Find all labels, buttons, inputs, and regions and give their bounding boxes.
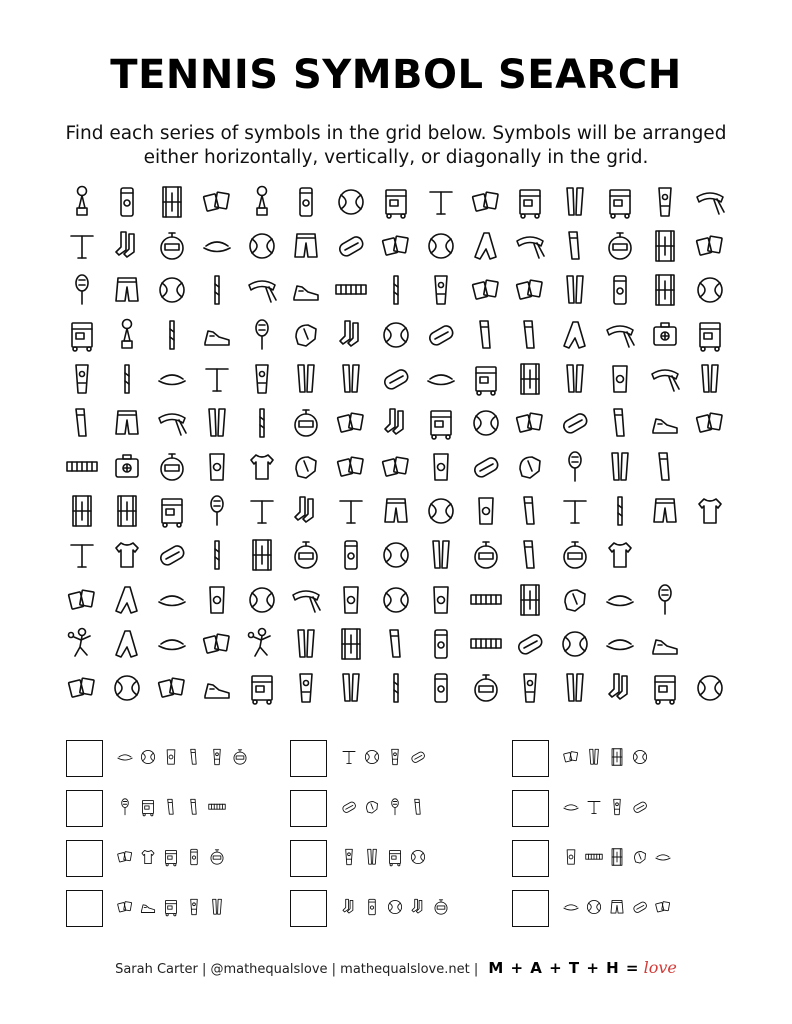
sequence-2 <box>66 790 286 830</box>
grid-cell-stopwatch-icon <box>286 403 326 443</box>
grid-cell-socks-icon <box>286 491 326 531</box>
grid-cell-visor-icon <box>152 624 192 664</box>
bag-icon <box>629 898 652 915</box>
grid-cell-racket-icon <box>645 580 685 620</box>
grid-cell-kit-icon <box>645 315 685 355</box>
grid-cell-bag-icon <box>466 447 506 487</box>
grid-cell-ball-icon <box>331 182 371 222</box>
grid-cell-machine-icon <box>645 668 685 708</box>
grid-cell-machine-icon <box>376 182 416 222</box>
sleeve-icon <box>183 748 206 765</box>
grid-cell-court-icon <box>645 226 685 266</box>
grid-cell-grip-icon <box>376 668 416 708</box>
cards-icon <box>114 848 137 865</box>
grid-cell-stringer-icon <box>555 491 595 531</box>
sequence-11 <box>512 840 732 880</box>
footer <box>0 958 792 977</box>
grid-cell-bag-icon <box>376 359 416 399</box>
grid-cell-cards-icon <box>510 403 550 443</box>
grid-cell-machine-icon <box>600 182 640 222</box>
grid-cell-shorts-icon <box>286 226 326 266</box>
knee-icon <box>160 748 183 765</box>
sequence-symbols <box>114 792 229 826</box>
grid-cell-shoe-icon <box>645 403 685 443</box>
bands-icon <box>206 898 229 915</box>
grid-cell-court-icon <box>242 535 282 575</box>
grid-cell-stringer-icon <box>62 226 102 266</box>
sunscreen-icon <box>606 798 629 815</box>
answer-box[interactable] <box>290 790 327 827</box>
grid-cell-stopwatch-icon <box>466 668 506 708</box>
sequence-12 <box>512 890 732 930</box>
sequence-8 <box>290 890 510 930</box>
sunscreen-icon <box>338 848 361 865</box>
grid-cell-can-icon <box>286 182 326 222</box>
grid-cell-towel-icon <box>466 226 506 266</box>
sleeve-icon <box>407 798 430 815</box>
grid-cell-knee-icon <box>466 491 506 531</box>
grid-cell-sunscreen-icon <box>645 182 685 222</box>
socks-icon <box>407 898 430 915</box>
grid-cell-bands-icon <box>286 624 326 664</box>
answer-box[interactable] <box>290 890 327 927</box>
cards-icon <box>560 748 583 765</box>
grid-cell-socks-icon <box>376 403 416 443</box>
cards-icon <box>114 898 137 915</box>
ball-icon <box>583 898 606 915</box>
stringer-icon <box>583 798 606 815</box>
grid-cell-can-icon <box>600 270 640 310</box>
grid-cell-cards-icon <box>690 226 730 266</box>
sequence-symbols <box>338 792 430 826</box>
grid-cell-glove-icon <box>286 447 326 487</box>
ball-icon <box>384 898 407 915</box>
grid-cell-shoe-icon <box>197 668 237 708</box>
grid-cell-towel-icon <box>107 580 147 620</box>
sequence-symbols <box>114 742 252 776</box>
grid-cell-bands-icon <box>331 359 371 399</box>
grid-cell-machine-icon <box>242 668 282 708</box>
grid-cell-ball-icon <box>376 535 416 575</box>
glove-icon <box>361 798 384 815</box>
grid-cell-shorts-icon <box>107 270 147 310</box>
grid-cell-machine-icon <box>152 491 192 531</box>
grid-cell-shorts-icon <box>376 491 416 531</box>
grid-cell-sleeve-icon <box>466 315 506 355</box>
grid-cell-grip-icon <box>242 403 282 443</box>
racket-icon <box>384 798 407 815</box>
grid-cell-bands-icon <box>555 359 595 399</box>
grid-cell-socks-icon <box>107 226 147 266</box>
sequence-4 <box>66 890 286 930</box>
grid-cell-cards-icon <box>197 182 237 222</box>
sequence-10 <box>512 790 732 830</box>
grid-cell-cards-icon <box>62 580 102 620</box>
sleeve-icon <box>160 798 183 815</box>
grid-cell-cards-icon <box>62 668 102 708</box>
grid-cell-stringer-icon <box>421 182 461 222</box>
grid-cell-can-icon <box>331 535 371 575</box>
grid-cell-racket-icon <box>242 315 282 355</box>
grid-cell-racket-icon <box>197 491 237 531</box>
machine-icon <box>137 798 160 815</box>
grid-cell-bands-icon <box>197 403 237 443</box>
symbol-grid <box>60 180 732 710</box>
visor-icon <box>652 848 675 865</box>
instructions: Find each series of symbols in the grid below. Symbols will be arranged either horizontally, vertically, or diagonally in the grid. <box>65 123 727 168</box>
grid-cell-machine-icon <box>690 315 730 355</box>
can-icon <box>183 848 206 865</box>
grid-cell-ball-icon <box>466 403 506 443</box>
grid-cell-cards-icon <box>152 668 192 708</box>
grid-cell-sleeve-icon <box>510 491 550 531</box>
grid-cell-sunscreen-icon <box>242 359 282 399</box>
answer-box[interactable] <box>290 840 327 877</box>
sequence-symbols <box>338 892 453 926</box>
grid-cell-glove-icon <box>555 580 595 620</box>
grid-cell-player-icon <box>242 624 282 664</box>
grid-cell-sunscreen-icon <box>286 668 326 708</box>
grid-cell-ball-icon <box>421 226 461 266</box>
sequence-9 <box>512 740 732 780</box>
grid-cell-cards-icon <box>376 447 416 487</box>
sequence-symbols <box>560 892 675 926</box>
net-icon <box>583 848 606 865</box>
grid-cell-sunscreen-icon <box>421 270 461 310</box>
grid-cell-bands-icon <box>555 270 595 310</box>
sequence-3 <box>66 840 286 880</box>
grid-cell-stringer-icon <box>242 491 282 531</box>
grid-cell-stopwatch-icon <box>466 535 506 575</box>
grid-cell-stringer-icon <box>331 491 371 531</box>
grid-cell-bands-icon <box>555 182 595 222</box>
grid-cell-shoe-icon <box>645 624 685 664</box>
grid-cell-ball-icon <box>690 668 730 708</box>
grid-cell-bag-icon <box>331 226 371 266</box>
grid-cell-net-icon <box>62 447 102 487</box>
grid-cell-knee-icon <box>331 580 371 620</box>
answer-box[interactable] <box>66 790 103 827</box>
grid-cell-court-icon <box>62 491 102 531</box>
bag-icon <box>407 748 430 765</box>
grid-cell-ball-icon <box>376 315 416 355</box>
grid-cell-net-icon <box>466 580 506 620</box>
grid-cell-trophy-icon <box>107 315 147 355</box>
grid-cell-player-icon <box>62 624 102 664</box>
grid-cell-bands-icon <box>690 359 730 399</box>
ball-icon <box>629 748 652 765</box>
grid-cell-trophy-icon <box>62 182 102 222</box>
socks-icon <box>338 898 361 915</box>
sequence-6 <box>290 790 510 830</box>
grid-cell-sleeve-icon <box>510 535 550 575</box>
sequence-symbols <box>114 842 229 876</box>
grid-cell-sleeve-icon <box>376 624 416 664</box>
grid-cell-knee-icon <box>197 580 237 620</box>
grid-cell-ball-icon <box>421 491 461 531</box>
grid-cell-headband-icon <box>600 315 640 355</box>
grid-cell-trophy-icon <box>242 182 282 222</box>
grid-cell-court-icon <box>510 580 550 620</box>
page-title: TENNIS SYMBOL SEARCH <box>110 52 682 98</box>
answer-box[interactable] <box>66 740 103 777</box>
grid-cell-kit-icon <box>107 447 147 487</box>
grid-cell-sleeve-icon <box>555 226 595 266</box>
grid-cell-shorts-icon <box>645 491 685 531</box>
glove-icon <box>629 848 652 865</box>
grid-cell-stringer-icon <box>62 535 102 575</box>
ball-icon <box>361 748 384 765</box>
grid-cell-stopwatch-icon <box>600 226 640 266</box>
grid-cell-visor-icon <box>197 226 237 266</box>
footer-love: love <box>643 958 677 977</box>
sequence-symbols <box>560 842 675 876</box>
grid-cell-sleeve-icon <box>62 403 102 443</box>
grid-cell-shirt-icon <box>107 535 147 575</box>
grid-cell-cards-icon <box>510 270 550 310</box>
grid-cell-shirt-icon <box>690 491 730 531</box>
grid-cell-visor-icon <box>600 624 640 664</box>
grid-cell-bag-icon <box>510 624 550 664</box>
grid-cell-court-icon <box>331 624 371 664</box>
grid-cell-bag-icon <box>152 535 192 575</box>
grid-cell-bands-icon <box>555 668 595 708</box>
visor-icon <box>114 748 137 765</box>
sleeve-icon <box>183 798 206 815</box>
sequence-7 <box>290 840 510 880</box>
grid-cell-glove-icon <box>510 447 550 487</box>
grid-cell-visor-icon <box>600 580 640 620</box>
sequence-5 <box>290 740 510 780</box>
answer-box[interactable] <box>512 740 549 777</box>
stringer-icon <box>338 748 361 765</box>
visor-icon <box>560 898 583 915</box>
grid-cell-can-icon <box>107 182 147 222</box>
grid-cell-court-icon <box>645 270 685 310</box>
machine-icon <box>384 848 407 865</box>
ball-icon <box>407 848 430 865</box>
answer-box[interactable] <box>512 790 549 827</box>
bands-icon <box>583 748 606 765</box>
grid-cell-knee-icon <box>421 447 461 487</box>
sequence-symbols <box>338 742 430 776</box>
grid-cell-racket-icon <box>555 447 595 487</box>
answer-box[interactable] <box>66 840 103 877</box>
grid-cell-ball-icon <box>107 668 147 708</box>
sequence-1 <box>66 740 286 780</box>
bag-icon <box>338 798 361 815</box>
grid-cell-grip-icon <box>600 491 640 531</box>
sunscreen-icon <box>384 748 407 765</box>
grid-cell-glove-icon <box>286 315 326 355</box>
grid-cell-cards-icon <box>466 270 506 310</box>
grid-cell-visor-icon <box>152 580 192 620</box>
grid-cell-cards-icon <box>331 447 371 487</box>
stopwatch-icon <box>206 848 229 865</box>
grid-cell-can-icon <box>421 668 461 708</box>
grid-cell-can-icon <box>421 624 461 664</box>
court-icon <box>606 748 629 765</box>
footer-credit: Sarah Carter | @mathequalslove | mathequalslove.net | <box>115 962 479 977</box>
symbol-sequences <box>66 740 726 940</box>
grid-cell-knee-icon <box>421 580 461 620</box>
net-icon <box>206 798 229 815</box>
sunscreen-icon <box>183 898 206 915</box>
answer-box[interactable] <box>66 890 103 927</box>
grid-cell-grip-icon <box>197 535 237 575</box>
sequence-symbols <box>338 842 430 876</box>
grid-cell-ball-icon <box>152 270 192 310</box>
grid-cell-headband-icon <box>510 226 550 266</box>
stopwatch-icon <box>229 748 252 765</box>
court-icon <box>606 848 629 865</box>
grid-cell-socks-icon <box>600 668 640 708</box>
sequence-symbols <box>560 742 652 776</box>
grid-cell-shirt-icon <box>242 447 282 487</box>
grid-cell-ball-icon <box>242 580 282 620</box>
grid-cell-headband-icon <box>690 182 730 222</box>
grid-cell-shirt-icon <box>600 535 640 575</box>
grid-cell-court-icon <box>510 359 550 399</box>
grid-cell-shoe-icon <box>197 315 237 355</box>
grid-cell-machine-icon <box>421 403 461 443</box>
shirt-icon <box>137 848 160 865</box>
visor-icon <box>560 798 583 815</box>
ball-icon <box>137 748 160 765</box>
grid-cell-visor-icon <box>421 359 461 399</box>
shoe-icon <box>137 898 160 915</box>
grid-cell-headband-icon <box>242 270 282 310</box>
grid-cell-cards-icon <box>376 226 416 266</box>
grid-cell-stopwatch-icon <box>286 535 326 575</box>
footer-brand: M + A + T + H = <box>488 959 640 977</box>
grid-cell-machine-icon <box>466 359 506 399</box>
grid-cell-cards-icon <box>690 403 730 443</box>
grid-cell-headband-icon <box>152 403 192 443</box>
grid-cell-cards-icon <box>197 624 237 664</box>
grid-cell-grip-icon <box>152 315 192 355</box>
cards-icon <box>652 898 675 915</box>
answer-box[interactable] <box>512 890 549 927</box>
grid-cell-sleeve-icon <box>600 403 640 443</box>
machine-icon <box>160 848 183 865</box>
grid-cell-bag-icon <box>555 403 595 443</box>
grid-cell-towel-icon <box>555 315 595 355</box>
grid-cell-bands-icon <box>600 447 640 487</box>
grid-cell-bag-icon <box>421 315 461 355</box>
grid-cell-machine-icon <box>510 182 550 222</box>
grid-cell-sunscreen-icon <box>62 359 102 399</box>
answer-box[interactable] <box>512 840 549 877</box>
grid-cell-sunscreen-icon <box>510 668 550 708</box>
bands-icon <box>361 848 384 865</box>
grid-cell-court-icon <box>107 491 147 531</box>
grid-cell-bands-icon <box>331 668 371 708</box>
grid-cell-headband-icon <box>645 359 685 399</box>
grid-cell-ball-icon <box>555 624 595 664</box>
machine-icon <box>160 898 183 915</box>
sequence-symbols <box>114 892 229 926</box>
grid-cell-ball-icon <box>690 270 730 310</box>
grid-cell-stringer-icon <box>197 359 237 399</box>
bag-icon <box>629 798 652 815</box>
grid-cell-racket-icon <box>62 270 102 310</box>
grid-cell-visor-icon <box>152 359 192 399</box>
grid-cell-knee-icon <box>600 359 640 399</box>
grid-cell-stopwatch-icon <box>152 226 192 266</box>
grid-cell-ball-icon <box>242 226 282 266</box>
grid-cell-shoe-icon <box>286 270 326 310</box>
grid-cell-bands-icon <box>286 359 326 399</box>
shorts-icon <box>606 898 629 915</box>
grid-cell-stopwatch-icon <box>555 535 595 575</box>
grid-cell-knee-icon <box>197 447 237 487</box>
grid-cell-stopwatch-icon <box>152 447 192 487</box>
grid-cell-court-icon <box>152 182 192 222</box>
grid-cell-sleeve-icon <box>645 447 685 487</box>
grid-cell-net-icon <box>466 624 506 664</box>
sunscreen-icon <box>206 748 229 765</box>
grid-cell-socks-icon <box>331 315 371 355</box>
grid-cell-headband-icon <box>286 580 326 620</box>
grid-cell-grip-icon <box>376 270 416 310</box>
grid-cell-bands-icon <box>421 535 461 575</box>
grid-cell-grip-icon <box>107 359 147 399</box>
grid-cell-towel-icon <box>107 624 147 664</box>
grid-cell-sleeve-icon <box>510 315 550 355</box>
can-icon <box>361 898 384 915</box>
grid-cell-cards-icon <box>331 403 371 443</box>
grid-cell-net-icon <box>331 270 371 310</box>
sequence-symbols <box>560 792 652 826</box>
grid-cell-machine-icon <box>62 315 102 355</box>
racket-icon <box>114 798 137 815</box>
grid-cell-cards-icon <box>466 182 506 222</box>
grid-cell-grip-icon <box>197 270 237 310</box>
grid-cell-ball-icon <box>376 580 416 620</box>
stopwatch-icon <box>430 898 453 915</box>
grid-cell-shorts-icon <box>107 403 147 443</box>
knee-icon <box>560 848 583 865</box>
answer-box[interactable] <box>290 740 327 777</box>
